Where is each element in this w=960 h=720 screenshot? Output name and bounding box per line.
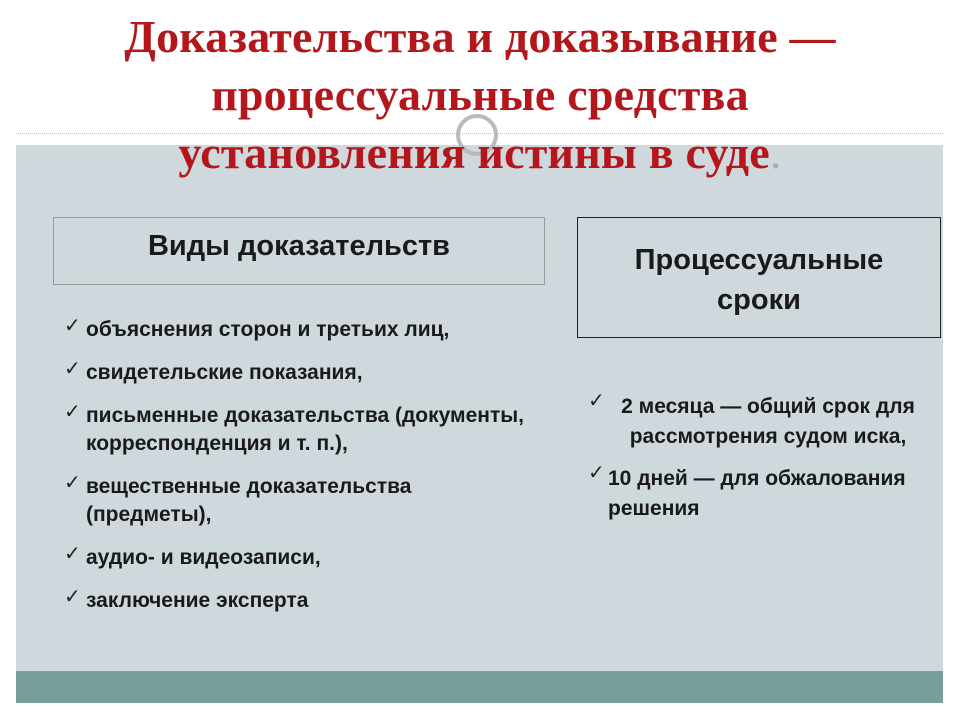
list-item	[64, 473, 534, 529]
checkmark-icon: ✓	[64, 472, 81, 494]
list-item	[64, 544, 534, 572]
procedural-terms-list	[588, 392, 928, 536]
bottom-bar	[16, 671, 943, 703]
list-item-text: аудио- и видеозаписи,	[86, 546, 321, 569]
procedural-terms-heading-box	[577, 217, 941, 338]
slide-title	[30, 8, 930, 182]
evidence-types-heading: Виды доказательств	[147, 230, 451, 262]
procedural-terms-heading: Процессуальные сроки	[634, 243, 884, 316]
title-line-3: установления истины в суде	[178, 127, 770, 178]
checkmark-icon: ✓	[64, 315, 81, 337]
checkmark-icon: ✓	[588, 462, 605, 484]
checkmark-icon: ✓	[64, 358, 81, 380]
title-line-2: процессуальные средства	[211, 69, 749, 120]
evidence-types-heading-box	[53, 217, 545, 285]
checkmark-icon: ✓	[588, 390, 605, 412]
list-item-text: объяснения сторон и третьих лиц,	[86, 318, 450, 341]
list-item	[64, 359, 534, 387]
list-item	[64, 316, 534, 344]
list-item-text: заключение эксперта	[86, 589, 309, 612]
checkmark-icon: ✓	[64, 586, 81, 608]
list-item-text: письменные доказательства (документы, корреспонденция и т. п.),	[86, 404, 524, 455]
title-line-1: Доказательства и доказывание —	[124, 11, 836, 62]
list-item-text: вещественные доказательства (предметы),	[86, 475, 412, 526]
list-item-text: 2 месяца — общий срок для рассмотрения судом иска,	[621, 395, 915, 448]
checkmark-icon: ✓	[64, 543, 81, 565]
list-item	[64, 587, 534, 615]
evidence-types-list	[64, 316, 534, 630]
list-item	[588, 392, 928, 452]
list-item-text: 10 дней — для обжалования решения	[608, 467, 906, 520]
list-item-text: свидетельские показания,	[86, 361, 363, 384]
checkmark-icon: ✓	[64, 401, 81, 423]
list-item	[64, 402, 534, 458]
list-item	[588, 464, 928, 524]
title-dot: .	[769, 127, 782, 178]
